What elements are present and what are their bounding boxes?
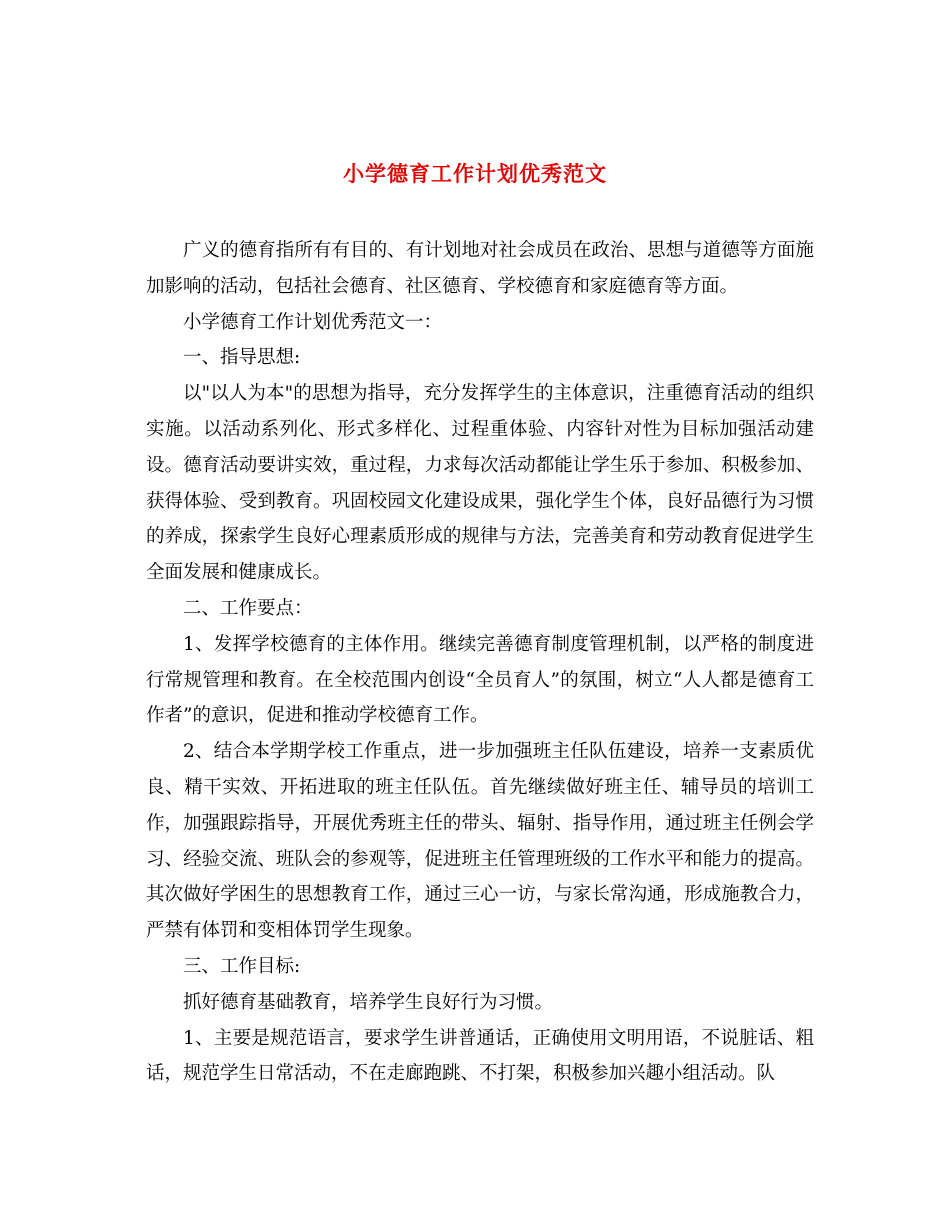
- document-body: [146, 233, 814, 1092]
- paragraph-work-point-2: 2、结合本学期学校工作重点，进一步加强班主任队伍建设，培养一支素质优良、精干实效、开拓进取的班主任队伍。首先继续做好班主任、辅导员的培训工作，加强跟踪指导，开展优秀班主任的带头、辐射、指导作用，通过班主任例会学习、经验交流、班队会的参观等，促进班主任管理班级的工作水平和能力的提高。其次做好学困生的思想教育工作，通过三心一访，与家长常沟通，形成施教合力，严禁有体罚和变相体罚学生现象。: [146, 741, 814, 942]
- paragraph-work-goals-summary: 抓好德育基础教育，培养学生良好行为习惯。: [183, 991, 554, 1013]
- document-title: 小学德育工作计划优秀范文: [343, 161, 607, 187]
- paragraph-work-goal-1: 1、主要是规范语言，要求学生讲普通话，正确使用文明用语，不说脏话、粗话，规范学生日常活动，不在走廊跑跳、不打架，积极参加兴趣小组活动。队: [146, 1027, 814, 1085]
- heading-work-goals: 三、工作目标:: [183, 955, 301, 977]
- paragraph-guiding-ideology: 以"以人为本"的思想为指导，充分发挥学生的主体意识，注重德育活动的组织实施。以活动系列化、形式多样化、过程重体验、内容针对性为目标加强活动建设。德育活动要讲实效，重过程，力求每次活动都能让学生乐于参加、积极参加、获得体验、受到教育。巩固校园文化建设成果，强化学生个体，良好品德行为习惯的养成，探索学生良好心理素质形成的规律与方法，完善美育和劳动教育促进学生全面发展和健康成长。: [146, 383, 814, 584]
- paragraph-subtitle: 小学德育工作计划优秀范文一：: [183, 311, 443, 333]
- heading-guiding-ideology: 一、指导思想:: [183, 347, 301, 369]
- paragraph-work-point-1: 1、发挥学校德育的主体作用。继续完善德育制度管理机制，以严格的制度进行常规管理和教育。在全校范围内创设“全员育人”的氛围，树立“人人都是德育工作者”的意识，促进和推动学校德育工作。: [146, 633, 814, 727]
- heading-work-points: 二、工作要点：: [183, 597, 313, 619]
- paragraph-intro: 广义的德育指所有有目的、有计划地对社会成员在政治、思想与道德等方面施加影响的活动，包括社会德育、社区德育、学校德育和家庭德育等方面。: [146, 240, 814, 297]
